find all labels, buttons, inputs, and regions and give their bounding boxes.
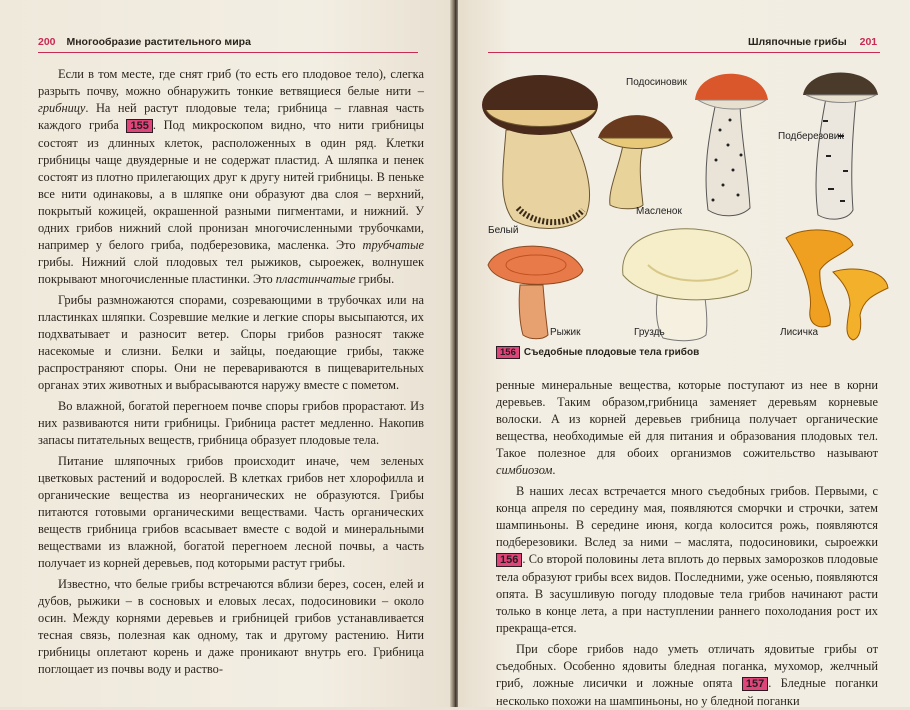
mushroom-illustration (458, 60, 910, 345)
left-paragraph-3: Во влажной, богатой перегноем почве споры грибов прорастают. Из них развиваются нити грибницы. Грибница растет медленно. Накопив запасы питательных веществ, грибница образует плодовые тела. (38, 399, 424, 447)
figure-caption-text: Съедобные плодовые тела грибов (523, 347, 700, 358)
left-head-title: Многообразие растительного мира (66, 36, 251, 48)
text-span: ренные минеральные вещества, которые поступают из нее в корни деревьев. Таким образом,грибница заменяет деревьям корневые волоски. А из корней деревьев грибница получает органические вещества, необходимые ей для питания и образования плодовых тел. Такое полезное для обоих организмов сожительство называют (496, 378, 878, 460)
left-paragraph-2: Грибы размножаются спорами, созревающими в трубочках или на пластинках шляпки. Созревшие мелкие и легкие споры высыпаются, их подхватывает и разносит ветер. Споры грибов разносят также насекомые и слизни. Белки и зайцы, поедающие грибы, также распространяют споры. Они не перевариваются в пищеварительных органах этих животных и выбрасываются наружу вместе с пометом. (38, 293, 424, 392)
text-span: В наших лесах встречается много съедобных грибов. Первыми, с конца апреля по середину мая, появляются сморчки и строчки, затем шампиньоны. В середине июня, когда колосится рожь, появляются подберезовики. Вслед за ними – маслята, подосиновики, сыроежки (496, 484, 878, 549)
right-page (458, 0, 910, 707)
term-gribnitsa: грибницу (38, 101, 86, 115)
left-paragraph-4: Питание шляпочных грибов происходит иначе, чем зеленых цветковых растений и водорослей. В клетках грибов нет хлорофилла и органические вещества из неорганических не образуются. Грибы питаются готовыми органическими веществами. Часть органических веществ грибница грибов всасывает вместе с водой и минеральными веществами из влажной, богатой перегноем лесной почвы, а часть получает из корней деревьев, под которыми растут грибы. (38, 454, 424, 570)
label-podberezovik: Подберезовик (778, 131, 844, 142)
figure-ref-157[interactable]: 157 (742, 677, 768, 691)
right-header-rule (488, 52, 880, 53)
text-span: грибы. Нижний слой плодовых тел рыжиков, сыроежек, волнушек покрывают многочисленные пластинки. Это (38, 255, 424, 286)
label-ryzhik: Рыжик (550, 327, 581, 338)
text-span: . Бледные поганки несколько похожи на шампиньоны, но у бледной поганки (496, 676, 878, 708)
right-paragraph-1 (496, 377, 878, 479)
text-span: . На ней растут плодовые тела; грибница – главная часть каждого гриба (38, 101, 424, 132)
text-span: . (552, 463, 556, 477)
left-running-head (38, 36, 251, 50)
label-belyi: Белый (488, 225, 519, 236)
ryzhik-mushroom-image (488, 246, 583, 339)
left-paragraph-1 (38, 66, 424, 288)
figure-caption (496, 347, 699, 358)
belyi-mushroom-image (482, 75, 598, 228)
right-running-head (748, 36, 877, 50)
right-paragraph-2 (496, 483, 878, 637)
term-simbioz: симбиозом (496, 463, 553, 477)
text-span: . Со второй половины лета вплоть до первых заморозков плодовые тела образуют грибы всех видов. Последними, уже осенью, появляются опята. В засушливую погоду плодовые тела грибов начинают расти только в конце лета, а при наступлении раннего похолодания рост их прекраща-ется. (496, 552, 878, 635)
term-plastinchatye: пластинчатые (275, 272, 356, 286)
text-span: Если в том месте, где снят гриб (то есть его плодовое тело), слегка разрыть почву, можно обнаружить тонкие ветвящиеся белые нити – (38, 67, 424, 98)
label-gruzd: Груздь (634, 327, 665, 338)
left-page (0, 0, 452, 707)
right-page-number: 201 (859, 36, 878, 48)
podosinovik-mushroom-image (695, 74, 768, 216)
text-span: грибы. (355, 272, 395, 286)
left-text-column (38, 66, 424, 678)
term-trubchatye: трубчатые (362, 238, 424, 252)
figure-ref-156[interactable]: 156 (496, 553, 522, 567)
maslenok-mushroom-image (598, 115, 673, 209)
right-head-title: Шляпочные грибы (748, 36, 847, 48)
text-span: . Под микроскопом видно, что нити грибницы состоят из длинных клеток, расположенных в один ряд. Клетки грибницы чаще двуядерные и не содержат пластид. А шляпка и пенек состоят из плотно прилегающих друг к другу нитей грибницы. В пеньке все нити одинаковы, а в шляпке они образуют два слоя – верхний, покрытый кожицей, окрашенной разными пигментами, и нижний. У одних грибов нижний слой пронизан многочисленными трубочками, например у белого гриба, подберезовика, масленка. Это (38, 118, 424, 252)
figure-number-156: 156 (496, 346, 520, 359)
figure-ref-155[interactable]: 155 (126, 119, 152, 133)
podberezovik-mushroom-image (803, 73, 878, 220)
right-paragraph-3 (496, 641, 878, 710)
left-paragraph-5: Известно, что белые грибы встречаются вблизи берез, сосен, елей и дубов, рыжики – в сосновых и еловых лесах, подосиновики – около осин. Между корнями деревьев и грибницей грибов устанавливается тесная связь, полезная как одному, так и другому растению. Нити грибницы оплетают корень и даже проникают внутрь его. Грибница поглощает из почвы воду и раство- (38, 577, 424, 676)
gruzd-mushroom-image (623, 229, 752, 341)
label-podosinovik: Подосиновик (626, 77, 687, 88)
lisichka-mushroom-image (786, 230, 888, 340)
text-span: При сборе грибов надо уметь отличать ядовитые грибы от съедобных. Особенно ядовиты бледная поганка, мухомор, желчный гриб, ложные лисички и ложные опята (496, 642, 878, 690)
label-lisichka: Лисичка (780, 327, 819, 338)
left-page-number: 200 (38, 36, 56, 48)
right-text-column (496, 377, 878, 710)
left-header-rule (38, 52, 418, 53)
label-maslenok: Масленок (636, 206, 682, 217)
